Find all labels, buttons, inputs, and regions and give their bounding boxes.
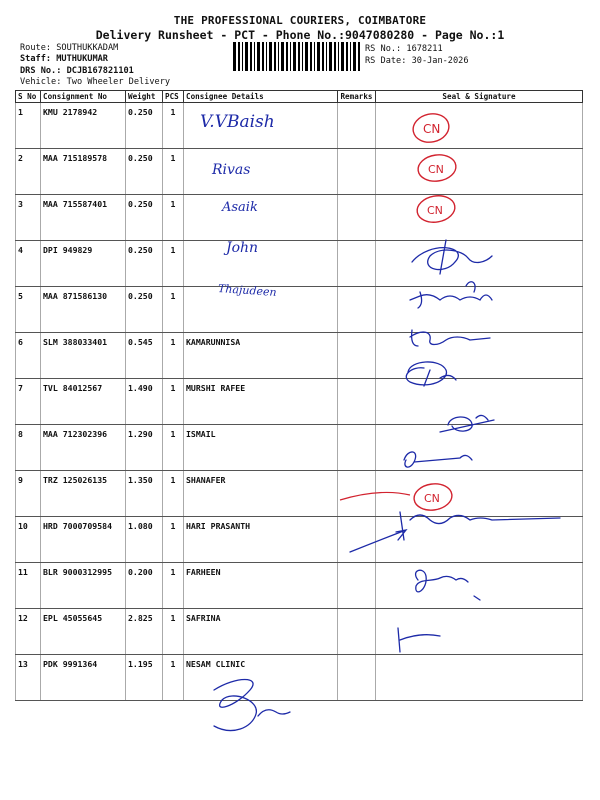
col-remarks-header: Remarks — [338, 91, 376, 103]
col-weight-header: Weight — [126, 91, 163, 103]
consignment-cell: EPL 45055645 — [41, 609, 126, 655]
pcs-cell: 1 — [163, 287, 184, 333]
consignee-cell: NESAM CLINIC — [184, 655, 338, 701]
consignment-cell: PDK 9991364 — [41, 655, 126, 701]
pcs-cell: 1 — [163, 379, 184, 425]
sno-cell: 3 — [16, 195, 41, 241]
barcode-bar — [242, 42, 243, 71]
consignee-cell: HARI PRASANTH — [184, 517, 338, 563]
barcode-bar — [290, 42, 291, 71]
signature-cell — [376, 563, 583, 609]
weight-cell: 1.290 — [126, 425, 163, 471]
sno-cell: 13 — [16, 655, 41, 701]
barcode-bar — [310, 42, 312, 71]
weight-cell: 1.490 — [126, 379, 163, 425]
barcode-bar — [257, 42, 260, 71]
barcode-bar — [314, 42, 315, 71]
barcode-bar — [266, 42, 267, 71]
barcode-bar — [341, 42, 344, 71]
signature-cell — [376, 103, 583, 149]
signature-cell — [376, 149, 583, 195]
barcode-bar — [286, 42, 288, 71]
signature-cell — [376, 379, 583, 425]
rs-number-label: RS No.: — [365, 44, 402, 54]
handwritten-name-row5: Thajudeen — [217, 281, 278, 300]
remarks-cell — [338, 609, 376, 655]
consignee-cell — [184, 287, 338, 333]
barcode-bar — [233, 42, 236, 71]
signature-cell — [376, 241, 583, 287]
signature-cell — [376, 471, 583, 517]
pcs-cell: 1 — [163, 195, 184, 241]
weight-cell: 2.825 — [126, 609, 163, 655]
staff-label: Staff: — [20, 54, 52, 64]
pcs-cell: 1 — [163, 149, 184, 195]
weight-cell: 1.195 — [126, 655, 163, 701]
remarks-cell — [338, 563, 376, 609]
vehicle-value: Two Wheeler Delivery — [66, 77, 171, 87]
remarks-cell — [338, 517, 376, 563]
barcode-bar — [278, 42, 279, 71]
rs-date-label: RS Date: — [365, 56, 407, 66]
weight-cell: 0.250 — [126, 287, 163, 333]
handwritten-name-row3: Asaik — [222, 200, 258, 215]
sno-cell: 11 — [16, 563, 41, 609]
rs-number-value: 1678211 — [406, 44, 443, 54]
barcode-bar — [281, 42, 284, 71]
barcode-bar — [254, 42, 255, 71]
barcode-bar — [305, 42, 308, 71]
remarks-cell — [338, 149, 376, 195]
table-row — [16, 149, 583, 195]
consignee-cell: SAFRINA — [184, 609, 338, 655]
rs-date-value: 30-Jan-2026 — [411, 56, 469, 66]
sno-cell: 7 — [16, 379, 41, 425]
signature-cell — [376, 609, 583, 655]
weight-cell: 0.250 — [126, 149, 163, 195]
barcode-image — [233, 42, 360, 71]
table-row — [16, 655, 583, 701]
remarks-cell — [338, 655, 376, 701]
consignment-cell: MAA 715587401 — [41, 195, 126, 241]
col-pcs-header: PCS — [163, 91, 184, 103]
consignment-cell: DPI 949829 — [41, 241, 126, 287]
consignment-cell: TRZ 125026135 — [41, 471, 126, 517]
pcs-cell: 1 — [163, 563, 184, 609]
weight-cell: 1.350 — [126, 471, 163, 517]
barcode-bar — [358, 42, 360, 71]
signature-cell — [376, 425, 583, 471]
barcode-bar — [334, 42, 336, 71]
consignee-cell — [184, 149, 338, 195]
vehicle-line — [20, 78, 170, 87]
weight-cell: 0.250 — [126, 103, 163, 149]
sno-cell: 5 — [16, 287, 41, 333]
barcode-bar — [326, 42, 327, 71]
table-row — [16, 379, 583, 425]
remarks-cell — [338, 425, 376, 471]
consignee-cell — [184, 103, 338, 149]
table-row — [16, 471, 583, 517]
staff-value: MUTHUKUMAR — [56, 54, 108, 64]
consignment-cell: MAA 712302396 — [41, 425, 126, 471]
consignee-cell: KAMARUNNISA — [184, 333, 338, 379]
col-sno-header: S No — [16, 91, 41, 103]
table-row — [16, 333, 583, 379]
table-row — [16, 103, 583, 149]
consignment-cell: BLR 9000312995 — [41, 563, 126, 609]
drs-line — [20, 67, 134, 76]
consignment-cell: MAA 715189578 — [41, 149, 126, 195]
consignment-cell: SLM 388033401 — [41, 333, 126, 379]
vehicle-label: Vehicle: — [20, 77, 62, 87]
barcode-bar — [274, 42, 276, 71]
sno-cell: 1 — [16, 103, 41, 149]
remarks-cell — [338, 195, 376, 241]
staff-line — [20, 55, 108, 64]
route-label: Route: — [20, 43, 52, 53]
barcode-bar — [262, 42, 264, 71]
consignee-cell: SHANAFER — [184, 471, 338, 517]
consignee-cell: MURSHI RAFEE — [184, 379, 338, 425]
consignment-cell: MAA 871586130 — [41, 287, 126, 333]
barcode-bar — [302, 42, 303, 71]
sno-cell: 9 — [16, 471, 41, 517]
barcode-bar — [338, 42, 339, 71]
pcs-cell: 1 — [163, 425, 184, 471]
signature-cell — [376, 333, 583, 379]
consignment-cell: KMU 2178942 — [41, 103, 126, 149]
table-row — [16, 195, 583, 241]
barcode-bar — [317, 42, 320, 71]
consignee-cell: FARHEEN — [184, 563, 338, 609]
consignee-cell: ISMAIL — [184, 425, 338, 471]
cn-stamp-text-row3: CN — [427, 204, 443, 217]
barcode-bar — [238, 42, 240, 71]
drs-label: DRS No.: — [20, 66, 62, 76]
pcs-cell: 1 — [163, 517, 184, 563]
runsheet-subtitle: Delivery Runsheet - PCT - Phone No.:9047080280 - Page No.:1 — [95, 28, 505, 42]
barcode-bar — [245, 42, 248, 71]
sno-cell: 10 — [16, 517, 41, 563]
table-row — [16, 241, 583, 287]
sno-cell: 2 — [16, 149, 41, 195]
runsheet-table — [15, 90, 583, 701]
table-row — [16, 287, 583, 333]
col-consignment-header: Consignment No — [41, 91, 126, 103]
remarks-cell — [338, 333, 376, 379]
signature-cell — [376, 655, 583, 701]
remarks-cell — [338, 287, 376, 333]
barcode-bar — [350, 42, 351, 71]
route-line — [20, 44, 118, 53]
sno-cell: 8 — [16, 425, 41, 471]
table-row — [16, 609, 583, 655]
rs-number-line — [365, 44, 443, 54]
pcs-cell: 1 — [163, 103, 184, 149]
pcs-cell: 1 — [163, 655, 184, 701]
barcode-bar — [250, 42, 252, 71]
remarks-cell — [338, 379, 376, 425]
barcode-bar — [322, 42, 324, 71]
cn-stamp-text-row1: CN — [423, 122, 441, 136]
remarks-cell — [338, 241, 376, 287]
col-signature-header: Seal & Signature — [376, 91, 583, 103]
pcs-cell: 1 — [163, 609, 184, 655]
weight-cell: 0.545 — [126, 333, 163, 379]
handwritten-name-row1: V.VBaish — [200, 112, 275, 132]
signature-cell — [376, 517, 583, 563]
barcode-bar — [346, 42, 348, 71]
table-row — [16, 517, 583, 563]
remarks-cell — [338, 471, 376, 517]
handwritten-name-row2: Rivas — [212, 162, 251, 178]
weight-cell: 1.080 — [126, 517, 163, 563]
barcode-bar — [269, 42, 272, 71]
cn-stamp-text-row2: CN — [428, 163, 444, 176]
sno-cell: 6 — [16, 333, 41, 379]
remarks-cell — [338, 103, 376, 149]
signature-cell — [376, 195, 583, 241]
weight-cell: 0.250 — [126, 195, 163, 241]
consignment-cell: TVL 84012567 — [41, 379, 126, 425]
rs-date-line — [365, 56, 469, 66]
sno-cell: 4 — [16, 241, 41, 287]
consignee-cell — [184, 195, 338, 241]
signature-cell — [376, 287, 583, 333]
barcode-bar — [293, 42, 296, 71]
table-header-row — [16, 91, 583, 103]
weight-cell: 0.250 — [126, 241, 163, 287]
barcode-bar — [329, 42, 332, 71]
pcs-cell: 1 — [163, 471, 184, 517]
weight-cell: 0.200 — [126, 563, 163, 609]
handwritten-name-row4: John — [226, 240, 259, 256]
pcs-cell: 1 — [163, 333, 184, 379]
pcs-cell: 1 — [163, 241, 184, 287]
consignee-cell — [184, 241, 338, 287]
col-consignee-header: Consignee Details — [184, 91, 338, 103]
consignment-cell: HRD 7000709584 — [41, 517, 126, 563]
sno-cell: 12 — [16, 609, 41, 655]
barcode-bar — [298, 42, 300, 71]
table-row — [16, 425, 583, 471]
drs-value: DCJB167821101 — [66, 66, 134, 76]
cn-stamp-text-row10: CN — [424, 492, 440, 505]
company-title: THE PROFESSIONAL COURIERS, COIMBATORE — [173, 14, 427, 27]
table-row — [16, 563, 583, 609]
barcode-bar — [353, 42, 356, 71]
route-value: SOUTHUKKADAM — [56, 43, 119, 53]
